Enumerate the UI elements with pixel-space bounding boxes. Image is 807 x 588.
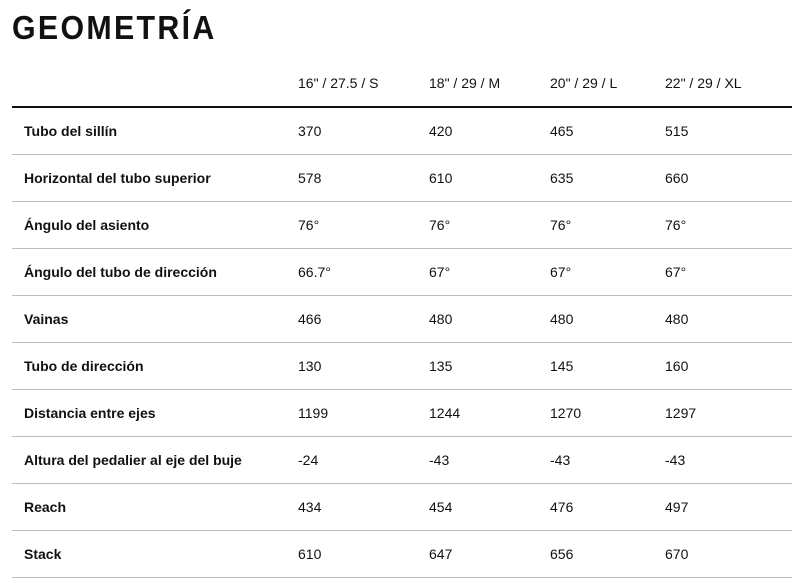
geometry-table [12,60,792,578]
cell-value: 480 [550,296,665,343]
row-label: Tubo del sillín [12,107,298,155]
header-size-m: 18" / 29 / M [429,60,550,107]
row-label: Stack [12,531,298,578]
cell-value: 66.7° [298,249,429,296]
cell-value: 370 [298,107,429,155]
row-label: Horizontal del tubo superior [12,155,298,202]
cell-value: 76° [550,202,665,249]
cell-value: 434 [298,484,429,531]
cell-value: 465 [550,107,665,155]
cell-value: 67° [550,249,665,296]
table-row [12,531,792,578]
cell-value: 1199 [298,390,429,437]
cell-value: 67° [665,249,792,296]
header-row [12,60,792,107]
cell-value: 635 [550,155,665,202]
cell-value: 670 [665,531,792,578]
cell-value: 660 [665,155,792,202]
cell-value: 476 [550,484,665,531]
table-row [12,296,792,343]
cell-value: 1270 [550,390,665,437]
cell-value: 647 [429,531,550,578]
row-label: Vainas [12,296,298,343]
cell-value: 420 [429,107,550,155]
cell-value: 145 [550,343,665,390]
cell-value: 515 [665,107,792,155]
header-size-l: 20" / 29 / L [550,60,665,107]
page-title: GEOMETRÍA [12,9,217,46]
cell-value: 497 [665,484,792,531]
cell-value: 454 [429,484,550,531]
cell-value: 160 [665,343,792,390]
cell-value: 480 [665,296,792,343]
header-label-column [12,60,298,107]
cell-value: 610 [298,531,429,578]
header-size-s: 16" / 27.5 / S [298,60,429,107]
row-label: Ángulo del asiento [12,202,298,249]
cell-value: -43 [550,437,665,484]
cell-value: -24 [298,437,429,484]
table-row [12,437,792,484]
table-row [12,202,792,249]
cell-value: 67° [429,249,550,296]
table-row [12,107,792,155]
cell-value: 130 [298,343,429,390]
cell-value: 135 [429,343,550,390]
table-row [12,249,792,296]
cell-value: 480 [429,296,550,343]
table-row [12,484,792,531]
row-label: Reach [12,484,298,531]
cell-value: -43 [429,437,550,484]
cell-value: 578 [298,155,429,202]
cell-value: 1244 [429,390,550,437]
table-row [12,343,792,390]
cell-value: 76° [298,202,429,249]
row-label: Altura del pedalier al eje del buje [12,437,298,484]
cell-value: 76° [429,202,550,249]
table-row [12,390,792,437]
row-label: Ángulo del tubo de dirección [12,249,298,296]
table-row [12,155,792,202]
cell-value: 656 [550,531,665,578]
cell-value: 466 [298,296,429,343]
header-size-xl: 22" / 29 / XL [665,60,792,107]
cell-value: 76° [665,202,792,249]
row-label: Tubo de dirección [12,343,298,390]
cell-value: 610 [429,155,550,202]
row-label: Distancia entre ejes [12,390,298,437]
cell-value: -43 [665,437,792,484]
cell-value: 1297 [665,390,792,437]
